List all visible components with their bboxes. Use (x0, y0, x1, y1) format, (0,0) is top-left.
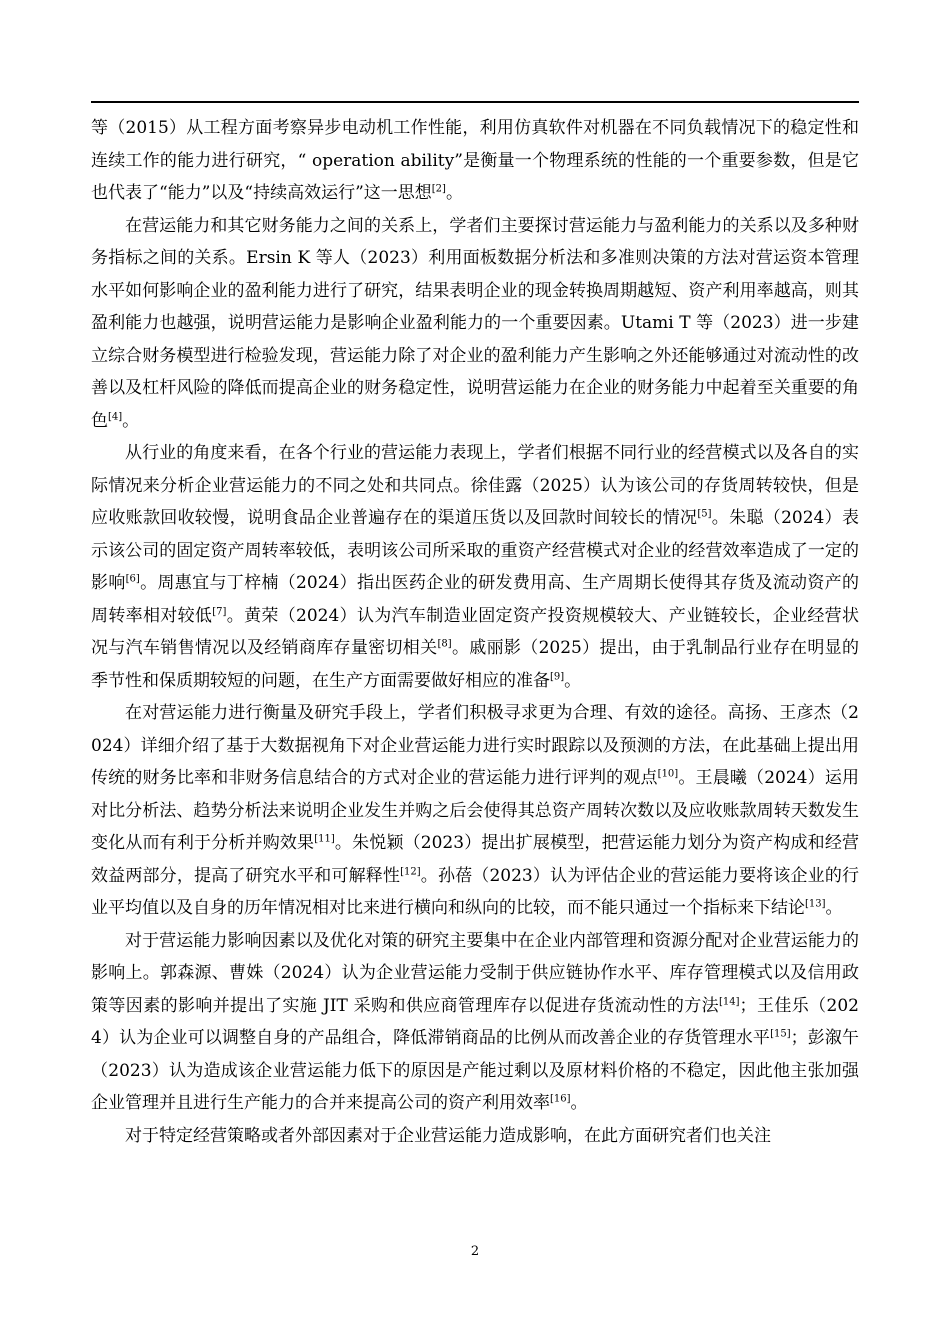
text-run: 等（2015）从工程方面考察异步电动机工作性能，利用仿真软件对机器在不同负载情况下的稳定性和连续工作的能力进行研究，“ operation ability”是衡量一个物理系统的性能的一个重要参数，但是它也代表了“能力”以及“持续高效运行”这一思想 (91, 118, 859, 203)
body-text (91, 112, 859, 1152)
citation-ref: [11] (314, 833, 335, 845)
text-run: 从行业的角度来看，在各个行业的营运能力表现上，学者们根据不同行业的经营模式以及各自的实际情况来分析企业营运能力的不同之处和共同点。徐佳露（2025）认为该公司的存货周转较快，但是应收账款回收较慢，说明食品企业普遍存在的渠道压货以及回款时间较长的情况 (91, 443, 859, 528)
citation-ref: [14] (719, 995, 740, 1007)
paragraph (91, 925, 859, 1120)
citation-ref: [7] (212, 605, 227, 617)
text-run: 。王晨曦（2024）运用对比分析法、趋势分析法来说明企业发生并购之后会使得其总资产周转次数以及应收账款周转天数发生变化从而有利于分析并购效果 (91, 768, 860, 853)
citation-ref: [4] (108, 410, 123, 422)
citation-ref: [2] (431, 183, 446, 195)
text-run: 对于营运能力影响因素以及优化对策的研究主要集中在企业内部管理和资源分配对企业营运能力的影响上。郭森源、曹姝（2024）认为企业营运能力受制于供应链协作水平、库存管理模式以及信用政策等因素的影响并提出了实施 JIT 采购和供应商管理库存以促进存货流动性的方法 (91, 930, 859, 1016)
text-run: 。朱悦颖（2023）提出扩展模型，把营运能力划分为资产构成和经营效益两部分，提高了研究水平和可解释性 (91, 833, 860, 886)
text-run: 。朱聪（2024）表示该公司的固定资产周转率较低，表明该公司所采取的重资产经营模式对企业的经营效率造成了一定的影响 (91, 508, 860, 593)
citation-ref: [16] (550, 1093, 571, 1105)
paragraph (91, 210, 859, 438)
citation-ref: [12] (400, 865, 421, 877)
citation-ref: [5] (697, 508, 712, 520)
text-run: 。周惠宜与丁梓楠（2024）指出医药企业的研发费用高、生产周期长使得其存货及流动资产的周转率相对较低 (91, 573, 860, 626)
citation-ref: [15] (770, 1028, 791, 1040)
paragraph (91, 697, 859, 925)
paragraph (91, 437, 859, 697)
text-run: 。 (445, 183, 463, 203)
text-run: 。 (570, 1093, 588, 1113)
citation-ref: [9] (550, 670, 565, 682)
text-run: 。戚丽影（2025）提出，由于乳制品行业存在明显的季节性和保质期较短的问题，在生产方面需要做好相应的准备 (91, 638, 860, 691)
text-run: ；彭溆午（2023）认为造成该企业营运能力低下的原因是产能过剩以及原材料价格的不稳定，因此他主张加强企业管理并且进行生产能力的合并来提高公司的资产利用效率 (91, 1028, 859, 1113)
citation-ref: [8] (437, 638, 452, 650)
citation-ref: [13] (805, 898, 826, 910)
citation-ref: [6] (125, 573, 140, 585)
text-run: ；王佳乐（2024）认为企业可以调整自身的产品组合，降低滞销商品的比例从而改善企业的存货管理水平 (91, 995, 859, 1048)
paragraph (91, 112, 859, 210)
text-run: 对于特定经营策略或者外部因素对于企业营运能力造成影响，在此方面研究者们也关注 (125, 1125, 771, 1146)
text-run: 。 (564, 670, 582, 691)
text-run: 在对营运能力进行衡量及研究手段上，学者们积极寻求更为合理、有效的途径。高扬、王彦杰（2024）详细介绍了基于大数据视角下对企业营运能力进行实时跟踪以及预测的方法，在此基础上提出用传统的财务比率和非财务信息结合的方式对企业的营运能力进行评判的观点 (91, 703, 859, 788)
header-rule (91, 101, 859, 103)
page-number: 2 (470, 1244, 480, 1259)
text-run: 。黄荣（2024）认为汽车制造业固定资产投资规模较大、产业链较长，企业经营状况与汽车销售情况以及经销商库存量密切相关 (91, 605, 860, 658)
text-run: 。 (122, 410, 140, 431)
text-run: 在营运能力和其它财务能力之间的关系上，学者们主要探讨营运能力与盈利能力的关系以及多种财务指标之间的关系。Ersin K 等人（2023）利用面板数据分析法和多准则决策的方法对营运资本管理水平如何影响企业的盈利能力进行了研究，结果表明企业的现金转换周期越短、资产利用率越高，则其盈利能力也越强，说明营运能力是影响企业盈利能力的一个重要因素。Utami T 等（2023）进一步建立综合财务模型进行检验发现，营运能力除了对企业的盈利能力产生影响之外还能够通过对流动性的改善以及杠杆风险的降低而提高企业的财务稳定性，说明营运能力在企业的财务能力中起着至关重要的角色 (91, 215, 859, 431)
text-run: 。孙蓓（2023）认为评估企业的营运能力要将该企业的行业平均值以及自身的历年情况相对比来进行横向和纵向的比较，而不能只通过一个指标来下结论 (91, 865, 860, 918)
text-run: 。 (825, 898, 843, 918)
paragraph (91, 1120, 859, 1153)
citation-ref: [10] (657, 768, 679, 780)
